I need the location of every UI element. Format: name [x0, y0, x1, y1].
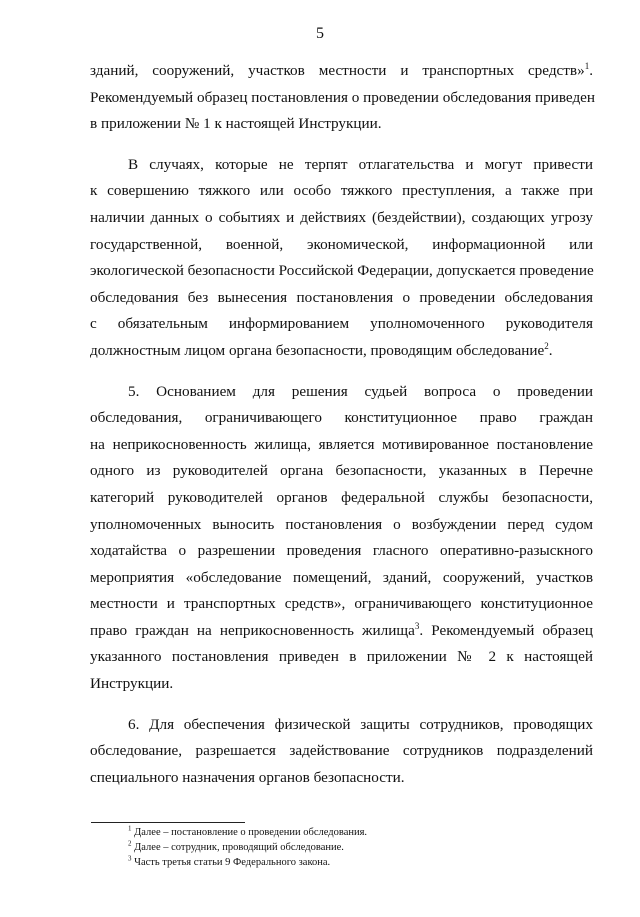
line-text: к совершению тяжкого или особо тяжкого преступления, а также при [90, 182, 593, 200]
text-line [90, 765, 593, 792]
text-line [90, 644, 593, 671]
line-text: уполномоченных выносить постановления о возбуждении перед судом [90, 515, 593, 533]
paragraph-gap [90, 698, 593, 712]
line-text: ходатайства о разрешении проведения гласного оперативно-разыскного [90, 542, 593, 560]
text-line [90, 152, 593, 179]
line-text: 6. Для обеспечения физической защиты сотрудников, проводящих [128, 715, 593, 733]
text-line [90, 379, 593, 406]
line-text: одного из руководителей органа безопасности, указанных в Перечне [90, 462, 593, 480]
footnotes [128, 826, 367, 870]
footnote [128, 826, 367, 841]
footnote-number: 3 [128, 854, 132, 863]
footnote-ref: 1 [584, 60, 590, 71]
footnote-divider [91, 822, 245, 823]
footnote-number: 2 [128, 839, 132, 848]
line-text: В случаях, которые не терпят отлагательства и могут привести [128, 155, 593, 173]
page-number: 5 [316, 25, 324, 42]
text-line [90, 538, 593, 565]
text-line [90, 671, 593, 698]
line-text-tail: . [548, 341, 553, 359]
line-text: с обязательным информированием уполномоченного руководителя [90, 315, 593, 333]
paragraph-gap [90, 365, 593, 379]
text-line [90, 338, 593, 365]
text-line [90, 285, 593, 312]
footnote-ref: 2 [544, 340, 549, 351]
text-line [90, 258, 593, 285]
text-line [90, 205, 593, 232]
line-text: обследование, разрешается задействование сотрудников подразделений [90, 742, 593, 760]
text-line [90, 618, 593, 645]
text-line [90, 311, 593, 338]
line-text: категорий руководителей органов федеральной службы безопасности, [90, 488, 593, 506]
line-text-tail: . Рекомендуемый образец [419, 621, 593, 639]
text-line [90, 405, 593, 432]
text-line [90, 85, 596, 112]
body-text [90, 58, 596, 791]
line-text: местности и транспортных средств», ограничивающего конституционное [90, 595, 593, 613]
text-line [90, 232, 593, 259]
footnote-number: 1 [128, 824, 132, 833]
line-text: обследования, ограничивающего конституционное право граждан [90, 409, 593, 427]
paragraph-gap [90, 138, 593, 152]
footnote-text: Далее – сотрудник, проводящий обследование. [134, 841, 344, 853]
line-text: должностным лицом органа безопасности, проводящим обследование [90, 341, 545, 359]
footnote-text: Далее – постановление о проведении обследования. [134, 827, 368, 838]
line-text: экологической безопасности Российской Федерации, допускается проведение [90, 262, 594, 280]
text-line [90, 458, 593, 485]
line-text: мероприятия «обследование помещений, зданий, сооружений, участков [90, 568, 593, 586]
footnote [128, 856, 367, 871]
line-text: 5. Основанием для решения судьей вопроса о проведении [128, 382, 593, 400]
text-line [90, 512, 593, 539]
line-text-tail: . [589, 62, 593, 79]
line-text: право граждан на неприкосновенность жилища [90, 621, 415, 639]
text-line [90, 178, 593, 205]
text-line [90, 432, 593, 459]
line-text: государственной, военной, экономической, информационной или [90, 235, 593, 253]
line-text: зданий, сооружений, участков местности и транспортных средств» [90, 62, 585, 79]
text-line [90, 738, 593, 765]
text-line [90, 712, 593, 739]
line-text: наличии данных о событиях и действиях (бездействии), создающих угрозу [90, 208, 593, 226]
line-text: в приложении № 1 к настоящей Инструкции. [90, 115, 382, 133]
text-line [90, 485, 593, 512]
footnote-text: Часть третья статьи 9 Федерального закона. [134, 856, 331, 868]
text-line [90, 565, 593, 592]
footnote [128, 841, 367, 856]
footnote-ref: 3 [414, 620, 420, 631]
line-text: Рекомендуемый образец постановления о проведении обследования приведен [90, 88, 596, 106]
line-text: Инструкции. [90, 675, 174, 693]
text-line [90, 111, 593, 138]
text-line [90, 591, 593, 618]
line-text: специального назначения органов безопасности. [90, 768, 405, 786]
line-text: указанного постановления приведен в приложении № 2 к настоящей [90, 648, 593, 666]
text-line [90, 58, 593, 85]
line-text: на неприкосновенность жилища, является мотивированное постановление [90, 435, 593, 453]
line-text: обследования без вынесения постановления о проведении обследования [90, 288, 593, 306]
